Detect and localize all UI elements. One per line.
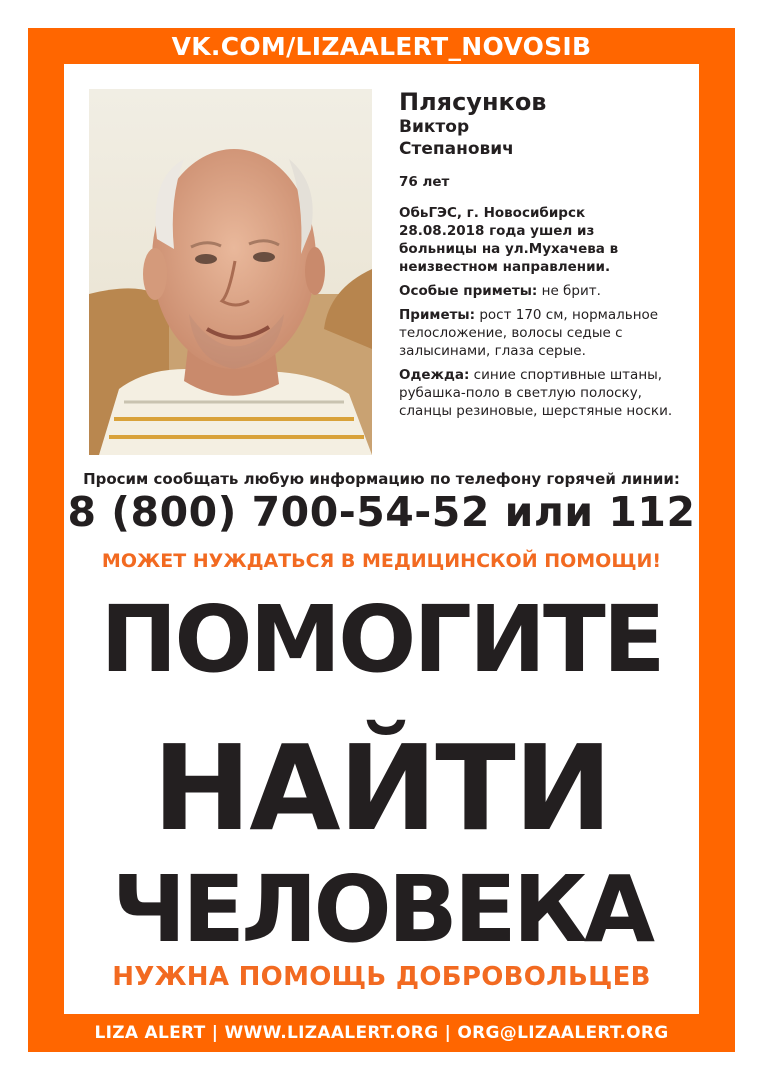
special-signs-label: Особые приметы:	[399, 283, 538, 299]
signs-text: рост 170 см, нормальное телосложение, волосы седые с залысинами, глаза серые.	[399, 307, 659, 359]
person-patronymic: Степанович	[399, 139, 514, 159]
missing-person-photo	[89, 89, 372, 455]
vk-link-banner[interactable]: VK.COM/LIZAALERT_NOVOSIB	[171, 31, 592, 61]
headline-line-3: ЧЕЛОВЕКА	[111, 856, 652, 963]
poster-frame	[28, 28, 735, 1052]
hotline-phone[interactable]: 8 (800) 700-54-52 или 112	[67, 488, 696, 536]
place-line: 28.08.2018 года ушел из	[399, 223, 595, 239]
person-first-name: Виктор	[399, 117, 470, 137]
person-surname: Плясунков	[399, 88, 547, 116]
place-line: больницы на ул.Мухачева в	[399, 241, 619, 257]
headline-line-2: НАЙТИ	[152, 719, 611, 857]
special-signs-text: не брит.	[537, 283, 601, 299]
hotline-request: Просим сообщать любую информацию по телефону горячей линии:	[83, 470, 680, 488]
signs-label: Приметы:	[399, 307, 476, 323]
medical-warning: МОЖЕТ НУЖДАТЬСЯ В МЕДИЦИНСКОЙ ПОМОЩИ!	[101, 550, 662, 572]
special-signs	[399, 282, 694, 300]
footer-contacts[interactable]: LIZA ALERT | WWW.LIZAALERT.ORG | ORG@LIZAALERT.ORG	[94, 1023, 669, 1043]
place-line: ОбьГЭС, г. Новосибирск	[399, 205, 586, 221]
disappearance-details	[399, 204, 694, 276]
signs	[399, 306, 694, 360]
clothes	[399, 366, 694, 420]
person-info	[399, 88, 694, 420]
headline-line-1: ПОМОГИТЕ	[100, 586, 663, 693]
place-line: неизвестном направлении.	[399, 259, 611, 275]
person-age: 76 лет	[399, 174, 450, 190]
clothes-label: Одежда:	[399, 367, 470, 383]
clothes-text: синие спортивные штаны, рубашка-поло в светлую полоску, сланцы резиновые, шерстяные носки.	[399, 367, 673, 419]
volunteers-needed: НУЖНА ПОМОЩЬ ДОБРОВОЛЬЦЕВ	[112, 962, 651, 992]
poster-content	[64, 64, 699, 1014]
